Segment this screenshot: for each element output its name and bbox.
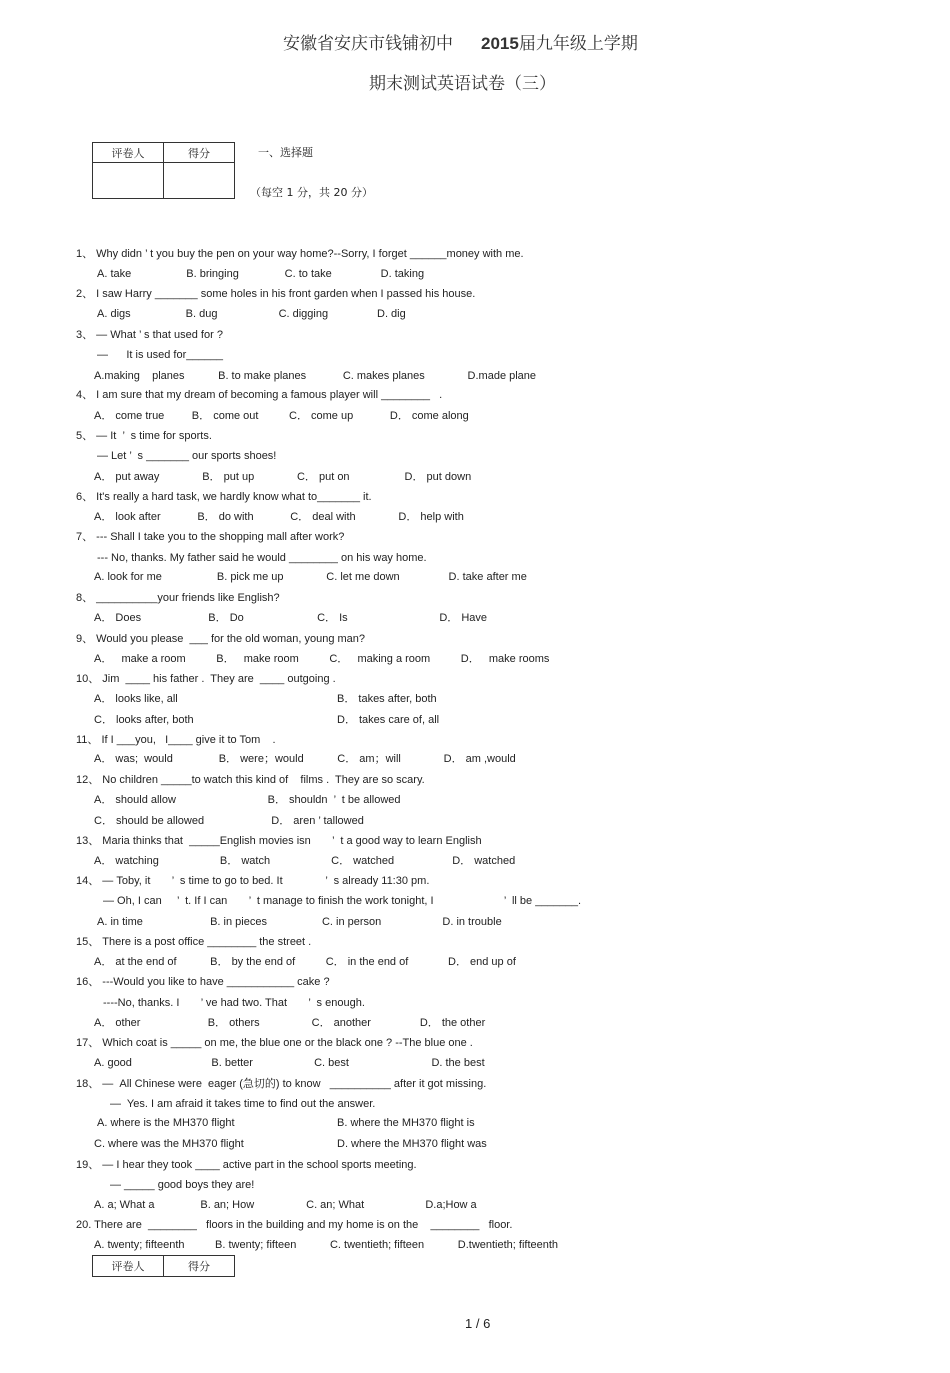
question-line: A. twenty; fifteenth B. twenty; fifteen C. twentieth; fifteen D.twentieth; fifteenth [94,1239,559,1251]
question-line: A． watching B． watch C． watched D． watched [94,855,516,867]
question-line: D． takes care of, all [337,714,440,726]
question-line: A． looks like, all [94,693,178,705]
grader-label: 评卷人 [93,143,164,163]
question-line: A． put away B． put up C． put on D． put down [94,471,472,483]
question-line: A． Does B． Do C． Is D． Have [94,612,488,624]
question-line: A． come true B． come out C． come up D． come along [94,410,469,422]
question-line: A. good B. better C. best D. the best [94,1057,485,1069]
question-line: A． should allow B． shouldn ’ t be allowed [94,794,401,806]
question-line: ----No, thanks. I ’ ve had two. That ’ s enough. [103,997,365,1009]
question-line: 4、 I am sure that my dream of becoming a famous player will ________ . [76,389,443,401]
question-line: 5、 — It ’ s time for sports. [76,430,212,442]
score-label: 得分 [164,143,235,163]
page-subtitle: 期末测试英语试卷（三） [369,74,556,94]
question-line: D. where the MH370 flight was [337,1138,487,1150]
question-line: — Let ’ s _______ our sports shoes! [97,450,277,462]
score-label: 得分 [164,1256,235,1277]
question-line: 7、 --- Shall I take you to the shopping mall after work? [76,531,345,543]
question-line: 11、 If I ___you, I____ give it to Tom . [76,734,276,746]
question-line: 3、 — What ’ s that used for ? [76,329,223,341]
page-number: 1 / 6 [465,1316,491,1331]
question-line: — It is used for______ [97,349,223,361]
grade-box-bottom [92,1255,235,1277]
question-line: A． at the end of B． by the end of C． in the end of D． end up of [94,956,516,968]
question-line: 18、 — All Chinese were eager (急切的) to know __________ after it got missing. [76,1078,487,1090]
question-line: — _____ good boys they are! [110,1179,255,1191]
question-line: C． looks after, both [94,714,194,726]
question-line: 17、 Which coat is _____ on me, the blue one or the black one ? --The blue one . [76,1037,473,1049]
question-line: A. look for me B. pick me up C. let me down D. take after me [94,571,527,583]
question-line: A.making planes B. to make planes C. makes planes D.made plane [94,370,537,382]
question-line: — Yes. I am afraid it takes time to find out the answer. [110,1098,376,1110]
page-title [283,29,638,54]
question-line: 2、 I saw Harry _______ some holes in his front garden when I passed his house. [76,288,476,300]
score-cell [164,163,235,199]
question-line: 19、 — I hear they took ____ active part in the school sports meeting. [76,1159,417,1171]
question-line: A． look after B． do with C． deal with D． help with [94,511,464,523]
title-term: 届九年级上学期 [518,34,638,54]
question-line: — Oh, I can ’ t. If I can ’ t manage to finish the work tonight, I ’ ll be _______. [103,895,582,907]
title-school: 安徽省安庆市钱铺初中 [283,34,453,54]
question-line: 16、 ---Would you like to have ___________ cake ? [76,976,330,988]
question-line: --- No, thanks. My father said he would ________ on his way home. [97,552,427,564]
question-line: A. a; What a B. an; How C. an; What D.a;How a [94,1199,477,1211]
question-line: 12、 No children _____to watch this kind of films . They are so scary. [76,774,425,786]
question-line: A． other B． others C． another D． the other [94,1017,486,1029]
question-line: B． takes after, both [337,693,437,705]
question-line: C. where was the MH370 flight [94,1138,244,1150]
section-heading: 一、选择题 [258,146,313,159]
question-line: A． was; would B． were；would C． am；will D． am ,would [94,753,516,765]
question-line: A. take B. bringing C. to take D. taking [97,268,425,280]
grader-cell [93,163,164,199]
question-line: C． should be allowed D． aren ’ tallowed [94,815,364,827]
question-line: 1、 Why didn ’ t you buy the pen on your way home?--Sorry, I forget ______money with me. [76,248,524,260]
question-line: A. where is the MH370 flight [97,1117,235,1129]
grade-box [92,142,235,199]
question-line: A. digs B. dug C. digging D. dig [97,308,406,320]
grader-label: 评卷人 [93,1256,164,1277]
question-line: 20. There are ________ floors in the building and my home is on the ________ floor. [76,1219,513,1231]
question-line: 10、 Jim ____ his father . They are ____ outgoing . [76,673,336,685]
question-line: B. where the MH370 flight is [337,1117,475,1129]
section-scoring-note: （每空 1 分，共 20 分） [250,186,373,199]
question-line: 8、 __________your friends like English? [76,592,280,604]
question-line: A． make a room B． make room C． making a room D． make rooms [94,653,550,665]
question-line: 6、 It's really a hard task, we hardly know what to_______ it. [76,491,372,503]
question-line: 13、 Maria thinks that _____English movies isn ’ t a good way to learn English [76,835,482,847]
title-year: 2015 [481,34,519,53]
question-line: 15、 There is a post office ________ the street . [76,936,312,948]
question-line: 14、 — Toby, it ’ s time to go to bed. It ’ s already 11:30 pm. [76,875,430,887]
question-line: 9、 Would you please ___ for the old woman, young man? [76,633,366,645]
question-line: A. in time B. in pieces C. in person D. in trouble [97,916,502,928]
